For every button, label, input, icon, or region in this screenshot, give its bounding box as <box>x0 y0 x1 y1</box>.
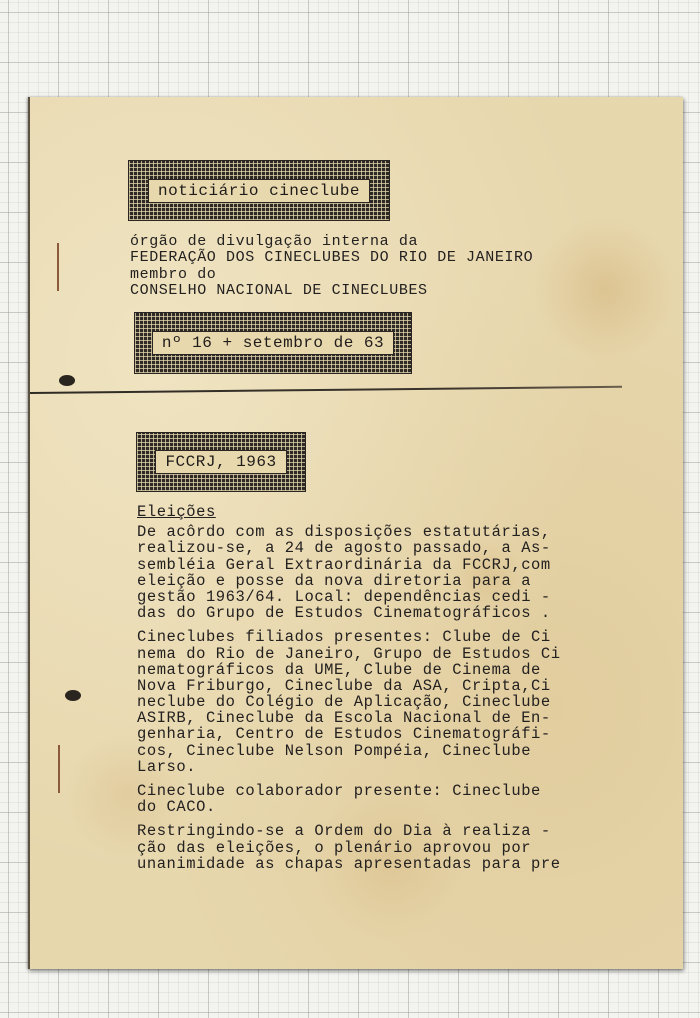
paragraph-2-line: cos, Cineclube Nelson Pompéia, Cineclube <box>137 741 532 760</box>
paragraph-2-line: nema do Rio de Janeiro, Grupo de Estudos Ci <box>137 644 561 663</box>
masthead-title: noticiário cineclube <box>148 179 370 203</box>
paragraph-2-line: ASIRB, Cineclube da Escola Nacional de En- <box>137 709 551 728</box>
issue-number: nº 16 + setembro de 63 <box>152 331 394 355</box>
intro-line-3: membro do <box>130 266 217 283</box>
paragraph-2-line: nematográficos da UME, Clube de Cinema de <box>137 660 541 679</box>
paragraph-1-line: gestão 1963/64. Local: dependências cedi - <box>137 587 551 606</box>
intro-line-1: órgão de divulgação interna da <box>130 233 419 250</box>
paragraph-2-line: Larso. <box>137 757 197 776</box>
paragraph-4-line: unanimidade as chapas apresentadas para pre <box>137 854 561 873</box>
paragraph-2-line: Nova Friburgo, Cineclube da ASA, Cripta,Ci <box>137 676 551 695</box>
paragraph-3-line: Cineclube colaborador presente: Cineclube <box>137 782 541 800</box>
paragraph-4-line: Restringindo-se a Ordem do Dia à realiza - <box>137 822 551 841</box>
paragraph-4-line: ção das eleições, o plenário aprovou por <box>137 838 532 857</box>
punch-hole-bottom <box>65 690 81 701</box>
intro-line-2: FEDERAÇÃO DOS CINECLUBES DO RIO DE JANEIRO <box>130 249 534 266</box>
paragraph-1-line: das do Grupo de Estudos Cinematográficos . <box>137 604 551 623</box>
paragraph-1-line: realizou-se, a 24 de agosto passado, a As- <box>137 539 551 558</box>
paragraph-2-line: Cineclubes filiados presentes: Clube de Ci <box>137 628 551 647</box>
paragraph-3-line: do CACO. <box>137 798 216 817</box>
article-heading: Eleições <box>137 503 216 521</box>
issue-box <box>134 312 412 374</box>
paragraph-1-line: eleição e posse da nova diretoria para a <box>137 571 532 590</box>
section-title-box <box>136 432 306 492</box>
section-title: FCCRJ, 1963 <box>155 450 286 474</box>
masthead-title-box <box>128 160 390 221</box>
staple-mark-top <box>57 243 59 291</box>
intro-line-4: CONSELHO NACIONAL DE CINECLUBES <box>130 282 428 299</box>
paragraph-2-line: neclube do Colégio de Aplicação, Cineclube <box>137 693 551 712</box>
punch-hole-top <box>59 375 75 386</box>
staple-mark-bottom <box>58 745 60 793</box>
paragraph-2-line: genharia, Centro de Estudos Cinematográfi- <box>137 725 551 744</box>
article-body <box>137 504 561 872</box>
paragraph-1-line: De acôrdo com as disposições estatutárias, <box>137 523 551 542</box>
paragraph-1-line: sembléia Geral Extraordinária da FCCRJ,com <box>137 555 551 574</box>
